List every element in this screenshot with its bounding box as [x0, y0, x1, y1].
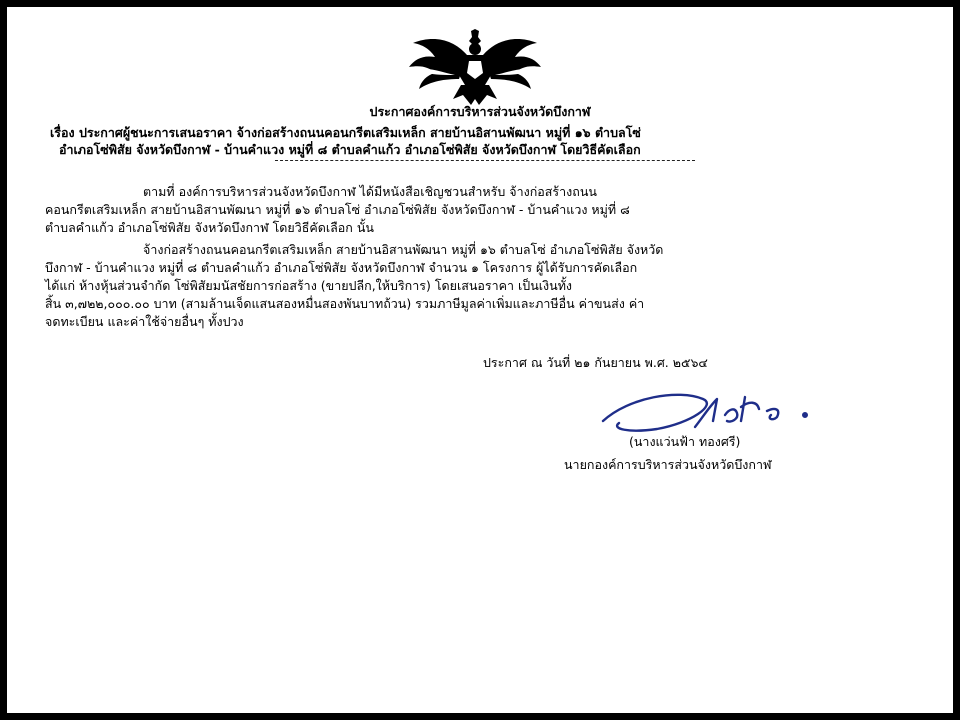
- subject-line-1: เรื่อง ประกาศผู้ชนะการเสนอราคา จ้างก่อสร้างถนนคอนกรีตเสริมเหล็ก สายบ้านอิสานพัฒนา หมู่ที่ ๑๖ ตำบลโซ่: [50, 125, 641, 140]
- paragraph-2-line-4: สิ้น ๓,๗๒๒,๐๐๐.๐๐ บาท (สามล้านเจ็ดแสนสองหมื่นสองพันบาทถ้วน) รวมภาษีมูลค่าเพิ่มและภาษีอื่น ค่าขนส่ง ค่า: [45, 296, 645, 311]
- paragraph-2-line-1: จ้างก่อสร้างถนนคอนกรีตเสริมเหล็ก สายบ้านอิสานพัฒนา หมู่ที่ ๑๖ ตำบลโซ่ อำเภอโซ่พิสัย จังหวัด: [143, 242, 664, 257]
- announcement-date: ประกาศ ณ วันที่ ๒๑ กันยายน พ.ศ. ๒๕๖๔: [483, 355, 708, 370]
- signer-position: นายกองค์การบริหารส่วนจังหวัดบึงกาฬ: [564, 457, 772, 472]
- paragraph-1-line-1: ตามที่ องค์การบริหารส่วนจังหวัดบึงกาฬ ได้มีหนังสือเชิญชวนสำหรับ จ้างก่อสร้างถนน: [143, 184, 597, 199]
- document-page: [7, 7, 953, 713]
- announcement-title: ประกาศองค์การบริหารส่วนจังหวัดบึงกาฬ: [369, 104, 591, 119]
- garuda-emblem-icon: [405, 29, 545, 107]
- paragraph-1-line-3: ตำบลคำแก้ว อำเภอโซ่พิสัย จังหวัดบึงกาฬ โดยวิธีคัดเลือก นั้น: [45, 220, 374, 235]
- signer-name: (นางแว่นฟ้า ทองศรี): [629, 434, 741, 449]
- paragraph-1-line-2: คอนกรีตเสริมเหล็ก สายบ้านอิสานพัฒนา หมู่ที่ ๑๖ ตำบลโซ่ อำเภอโซ่พิสัย จังหวัดบึงกาฬ - บ้านคำแวง หมู่ที่ ๘: [45, 202, 630, 217]
- paragraph-2-line-3: ได้แก่ ห้างหุ้นส่วนจำกัด โซ่พิสัยมนัสชัยการก่อสร้าง (ขายปลีก,ให้บริการ) โดยเสนอราคา เป็นเงินทั้ง: [45, 278, 573, 293]
- separator-line: [275, 160, 695, 161]
- subject-line-2: อำเภอโซ่พิสัย จังหวัดบึงกาฬ - บ้านคำแวง หมู่ที่ ๘ ตำบลคำแก้ว อำเภอโซ่พิสัย จังหวัดบึงกาฬ โดยวิธีคัดเลือก: [59, 142, 641, 157]
- signature-icon: [599, 377, 839, 437]
- paragraph-2-line-5: จดทะเบียน และค่าใช้จ่ายอื่นๆ ทั้งปวง: [45, 314, 244, 329]
- paragraph-2-line-2: บึงกาฬ - บ้านคำแวง หมู่ที่ ๘ ตำบลคำแก้ว อำเภอโซ่พิสัย จังหวัดบึงกาฬ จำนวน ๑ โครงการ ผู้ได้รับการคัดเลือก: [45, 260, 638, 275]
